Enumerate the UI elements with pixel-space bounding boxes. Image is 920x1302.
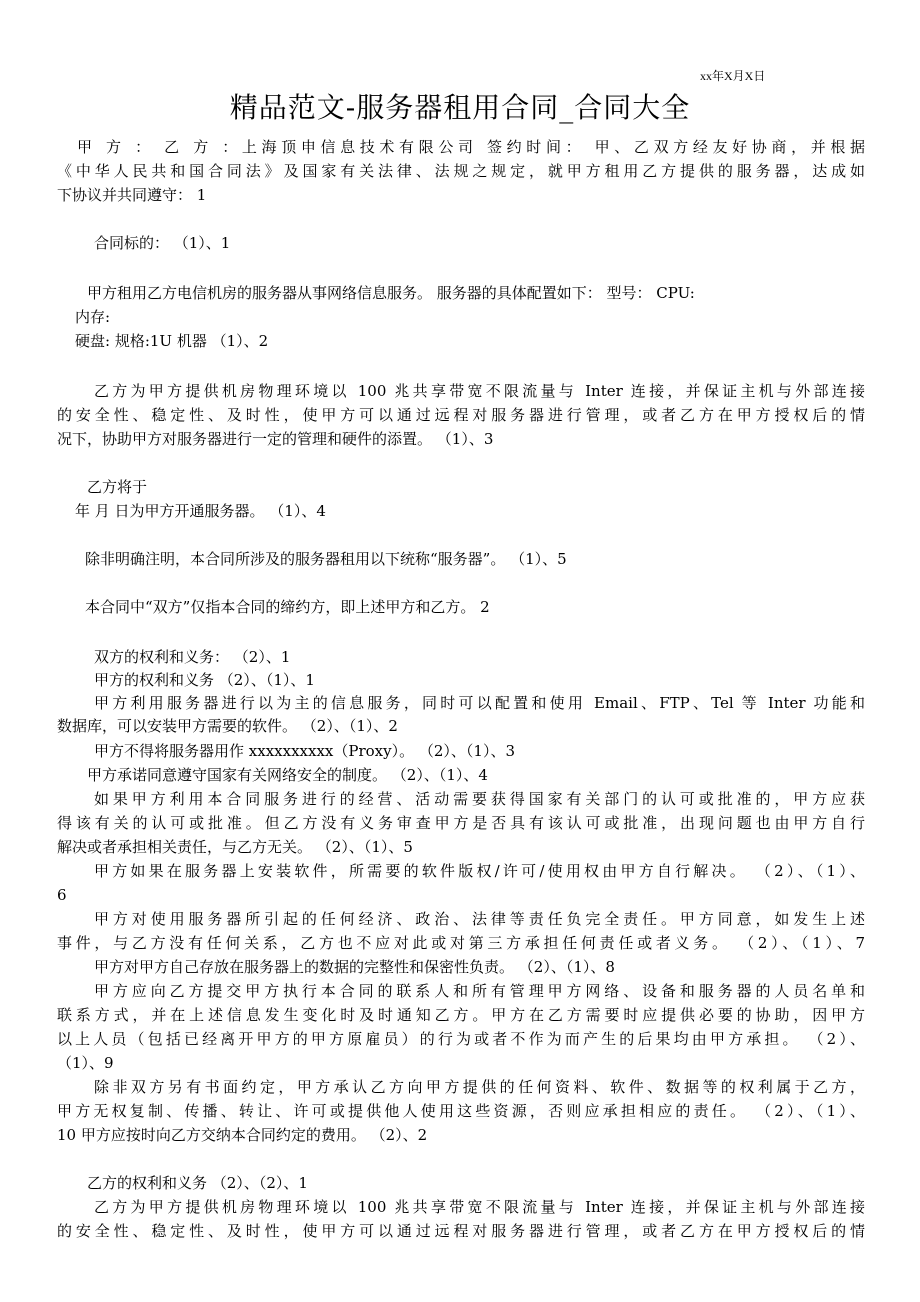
paragraph-line: 甲方租用乙方电信机房的服务器从事网络信息服务。 服务器的具体配置如下： 型号： CPU: <box>87 284 695 302</box>
paragraph-line: 甲方应向乙方提交甲方执行本合同的联系人和所有管理甲方网络、设备和服务器的人员名单和 <box>94 982 865 1000</box>
paragraph-line: 甲方如果在服务器上安装软件，所需要的软件版权/许可/使用权由甲方自行解决。 （2）、（1）、 <box>94 862 865 880</box>
paragraph-line: 《中华人民共和国合同法》及国家有关法律、法规之规定，就甲方租用乙方提供的服务器，达成如 <box>57 162 865 180</box>
paragraph-line: 的安全性、稳定性、及时性，使甲方可以通过远程对服务器进行管理，或者乙方在甲方授权后的情 <box>57 1222 865 1240</box>
paragraph-line: 硬盘: 规格:1U 机器 （1）、2 <box>75 332 269 350</box>
document-title: 精品范文-服务器租用合同_合同大全 <box>229 91 691 124</box>
section-heading: 甲方的权利和义务 （2）、（1）、1 <box>94 671 315 689</box>
paragraph-line: 本合同中“双方”仅指本合同的缔约方，即上述甲方和乙方。 2 <box>85 598 490 616</box>
section-heading: 双方的权利和义务： （2）、1 <box>94 648 291 666</box>
paragraph-line: 除非明确注明，本合同所涉及的服务器租用以下统称“服务器”。 （1）、5 <box>85 550 567 568</box>
paragraph-line: 况下，协助甲方对服务器进行一定的管理和硬件的添置。 （1）、3 <box>57 430 494 448</box>
paragraph-line: 事件，与乙方没有任何关系，乙方也不应对此或对第三方承担任何责任或者义务。 （2）、（1）、7 <box>57 934 865 952</box>
paragraph-line: 甲方对使用服务器所引起的任何经济、政治、法律等责任负完全责任。甲方同意，如发生上述 <box>94 910 865 928</box>
paragraph-line: 解决或者承担相关责任，与乙方无关。 （2）、（1）、5 <box>57 838 413 856</box>
paragraph-line: 数据库，可以安装甲方需要的软件。 （2）、（1）、2 <box>57 717 398 735</box>
paragraph-line: 联系方式，并在上述信息发生变化时及时通知乙方。甲方在乙方需要时应提供必要的协助，因甲方 <box>57 1006 865 1024</box>
paragraph-line: 甲 方 ： 乙 方 ：上海顶申信息技术有限公司 签约时间： 甲、乙双方经友好协商，并根据 <box>77 138 865 156</box>
paragraph-line: 以上人员（包括已经离开甲方的甲方原雇员）的行为或者不作为而产生的后果均由甲方承担。 （2）、 <box>57 1030 865 1048</box>
paragraph-line: 甲方对甲方自己存放在服务器上的数据的完整性和保密性负责。 （2）、（1）、8 <box>94 958 615 976</box>
paragraph-line: 内存: <box>75 308 111 326</box>
paragraph-line: 除非双方另有书面约定，甲方承认乙方向甲方提供的任何资料、软件、数据等的权利属于乙方， <box>94 1078 865 1096</box>
paragraph-line: 年 月 日为甲方开通服务器。 （1）、4 <box>75 502 326 520</box>
paragraph-line: 乙方为甲方提供机房物理环境以 100 兆共享带宽不限流量与 Inter 连接，并保证主机与外部连接 <box>94 382 865 400</box>
paragraph-line: 的安全性、稳定性、及时性，使甲方可以通过远程对服务器进行管理，或者乙方在甲方授权后的情 <box>57 406 865 424</box>
paragraph-line: 乙方为甲方提供机房物理环境以 100 兆共享带宽不限流量与 Inter 连接，并保证主机与外部连接 <box>94 1198 865 1216</box>
paragraph-line: 甲方无权复制、传播、转让、许可或提供他人使用这些资源，否则应承担相应的责任。 （2）、（1）、 <box>57 1102 865 1120</box>
paragraph-line: 如果甲方利用本合同服务进行的经营、活动需要获得国家有关部门的认可或批准的，甲方应获 <box>94 790 865 808</box>
paragraph-line: 10 甲方应按时向乙方交纳本合同约定的费用。 （2）、2 <box>57 1126 428 1144</box>
paragraph-line: 下协议并共同遵守： 1 <box>57 186 207 204</box>
paragraph-line: 6 <box>57 886 67 904</box>
paragraph-line: 甲方承诺同意遵守国家有关网络安全的制度。 （2）、（1）、4 <box>87 766 488 784</box>
paragraph-line: 乙方将于 <box>87 478 148 496</box>
section-heading: 合同标的： （1）、1 <box>94 234 231 252</box>
paragraph-line: （1）、9 <box>57 1054 114 1072</box>
paragraph-line: 甲方利用服务器进行以为主的信息服务，同时可以配置和使用 Email、FTP、Tel 等 Inter 功能和 <box>94 694 865 712</box>
section-heading: 乙方的权利和义务 （2）、（2）、1 <box>87 1174 308 1192</box>
paragraph-line: 得该有关的认可或批准。但乙方没有义务审查甲方是否具有该认可或批准，出现问题也由甲方自行 <box>57 814 865 832</box>
paragraph-line: 甲方不得将服务器用作 xxxxxxxxxx（Proxy）。 （2）、（1）、3 <box>94 742 515 760</box>
document-date: xx年X月X日 <box>700 69 766 83</box>
